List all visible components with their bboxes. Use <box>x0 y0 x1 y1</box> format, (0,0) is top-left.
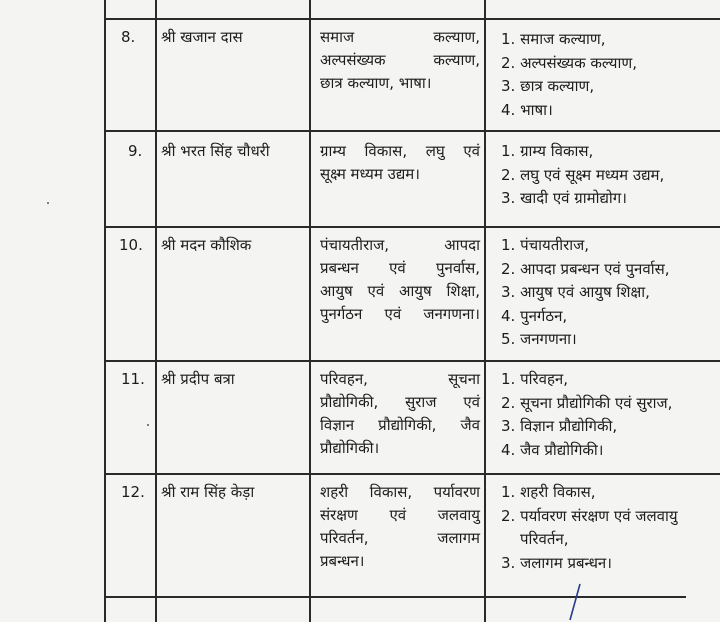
subjects-line: परिवर्तन, जलागम <box>320 529 480 547</box>
subjects-line: छात्र कल्याण, भाषा। <box>320 74 432 92</box>
department-item: 4. भाषा। <box>501 100 553 119</box>
row-number: 10. <box>119 236 143 254</box>
row-number: 8. <box>121 28 136 46</box>
department-item: 1. परिवहन, <box>501 370 569 388</box>
minister-name: श्री राम सिंह केड़ा <box>161 483 255 501</box>
minister-name: श्री भरत सिंह चौधरी <box>161 142 270 160</box>
subjects-line: संरक्षण एवं जलवायु <box>320 506 480 524</box>
subjects-cell <box>320 481 480 573</box>
pen-stroke-mark <box>566 582 596 622</box>
subjects-cell <box>320 368 480 460</box>
table-divider-list <box>484 0 486 622</box>
subjects-cell <box>320 140 480 186</box>
row-number: 11. <box>121 370 145 388</box>
department-item: 3. छात्र कल्याण, <box>501 77 595 95</box>
subjects-line: समाज कल्याण, <box>320 28 480 46</box>
department-list <box>501 481 678 575</box>
minister-name: श्री मदन कौशिक <box>161 236 252 254</box>
subjects-line: प्रबन्धन एवं पुनर्वास, <box>320 259 480 277</box>
department-item: 5. जनगणना। <box>501 330 577 348</box>
department-item: 3. आयुष एवं आयुष शिक्षा, <box>501 283 650 301</box>
subjects-cell <box>320 26 480 95</box>
department-item: 3. विज्ञान प्रौद्योगिकी, <box>501 417 618 435</box>
subjects-line: ग्राम्य विकास, लघु एवं <box>320 142 480 160</box>
department-item: परिवर्तन, <box>520 530 569 548</box>
subjects-line: शहरी विकास, पर्यावरण <box>320 483 480 501</box>
subjects-line: पुनर्गठन एवं जनगणना। <box>320 305 480 323</box>
department-item: 1. ग्राम्य विकास, <box>501 142 594 160</box>
subjects-line: आयुष एवं आयुष शिक्षा, <box>320 282 480 300</box>
row-number: 9. <box>128 142 143 160</box>
table-row-separator <box>104 473 720 475</box>
department-item: 2. सूचना प्रौद्योगिकी एवं सुराज, <box>501 393 673 412</box>
subjects-line: परिवहन, सूचना <box>320 370 480 388</box>
scan-speck <box>47 202 49 204</box>
scan-speck <box>147 424 149 426</box>
minister-name: श्री प्रदीप बत्रा <box>161 370 235 388</box>
subjects-line: अल्पसंख्यक कल्याण, <box>320 51 480 69</box>
subjects-cell <box>320 234 480 326</box>
department-item: 2. लघु एवं सूक्ष्म मध्यम उद्यम, <box>501 165 665 184</box>
department-item: 3. जलागम प्रबन्धन। <box>501 553 612 572</box>
table-row-separator <box>104 226 720 228</box>
department-item: 1. शहरी विकास, <box>501 483 596 501</box>
table-divider-subject <box>309 0 311 622</box>
subjects-line: विज्ञान प्रौद्योगिकी, जैव <box>320 416 480 434</box>
department-item: 2. पर्यावरण संरक्षण एवं जलवायु <box>501 506 678 525</box>
department-list <box>501 140 664 211</box>
department-list <box>501 28 637 122</box>
department-item: 1. पंचायतीराज, <box>501 236 590 254</box>
department-list <box>501 234 670 352</box>
minister-name: श्री खजान दास <box>161 28 243 46</box>
department-item: 4. पुनर्गठन, <box>501 306 568 325</box>
department-list <box>501 368 672 462</box>
table-bottom-line <box>104 596 686 598</box>
department-item: 2. आपदा प्रबन्धन एवं पुनर्वास, <box>501 259 670 278</box>
table-border-left <box>104 0 106 622</box>
table-row-separator <box>104 18 720 20</box>
department-item: 3. खादी एवं ग्रामोद्योग। <box>501 189 627 207</box>
subjects-line: पंचायतीराज, आपदा <box>320 236 480 254</box>
row-number: 12. <box>121 483 145 501</box>
subjects-line: प्रौद्योगिकी, सुराज एवं <box>320 393 480 411</box>
table-row-separator <box>104 130 720 132</box>
department-item: 1. समाज कल्याण, <box>501 30 606 48</box>
department-item: 2. अल्पसंख्यक कल्याण, <box>501 53 637 72</box>
table-divider-name <box>155 0 157 622</box>
department-item: 4. जैव प्रौद्योगिकी। <box>501 440 604 459</box>
subjects-line: सूक्ष्म मध्यम उद्यम। <box>320 165 420 183</box>
subjects-line: प्रबन्धन। <box>320 552 365 570</box>
subjects-line: प्रौद्योगिकी। <box>320 439 380 457</box>
table-row-separator <box>104 360 720 362</box>
